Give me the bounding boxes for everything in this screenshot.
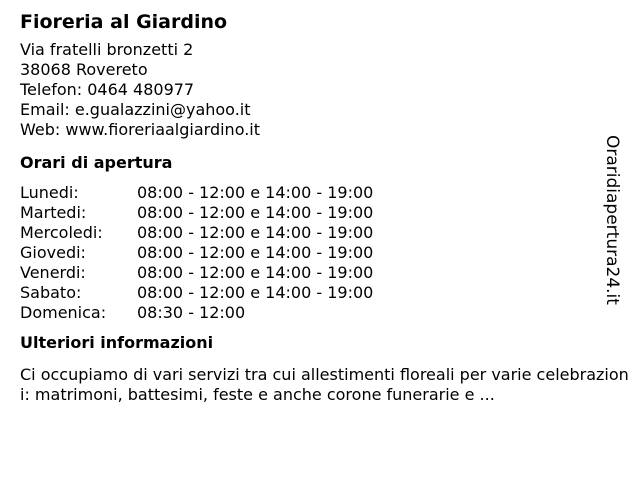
hours-row-wednesday: [20, 223, 620, 243]
hours-value: 08:00 - 12:00 e 14:00 - 19:00: [137, 263, 374, 282]
hours-value: 08:00 - 12:00 e 14:00 - 19:00: [137, 283, 374, 302]
hours-value: 08:00 - 12:00 e 14:00 - 19:00: [137, 243, 374, 262]
site-watermark: Oraridiapertura24.it: [602, 135, 622, 305]
business-name: Fioreria al Giardino: [20, 11, 228, 33]
hours-row-friday: [20, 263, 620, 283]
day-label: Lunedi:: [20, 183, 79, 202]
email-text: Email: e.gualazzini@yahoo.it: [20, 100, 251, 119]
business-card: [20, 8, 629, 405]
hours-value: 08:00 - 12:00 e 14:00 - 19:00: [137, 203, 374, 222]
day-label: Mercoledi:: [20, 223, 103, 242]
web-text: Web: www.fioreriaalgiardino.it: [20, 120, 261, 139]
hours-row-monday: [20, 183, 620, 203]
phone-text: Telefon: 0464 480977: [20, 80, 195, 99]
address-city: 38068 Rovereto: [20, 60, 148, 79]
hours-row-thursday: [20, 243, 620, 263]
hours-row-tuesday: [20, 203, 620, 223]
opening-hours-table: [20, 183, 620, 323]
more-info-text: Ci occupiamo di vari servizi tra cui allestimenti floreali per varie celebrazioni: matrimoni, battesimi, feste e anche corone funerarie e ...: [20, 365, 629, 404]
day-label: Giovedi:: [20, 243, 86, 262]
more-info-heading: Ulteriori informazioni: [20, 333, 214, 352]
hours-value: 08:00 - 12:00 e 14:00 - 19:00: [137, 183, 374, 202]
day-label: Martedi:: [20, 203, 87, 222]
day-label: Domenica:: [20, 303, 107, 322]
hours-row-sunday: [20, 303, 620, 323]
day-label: Sabato:: [20, 283, 82, 302]
address-street: Via fratelli bronzetti 2: [20, 40, 194, 59]
hours-value: 08:00 - 12:00 e 14:00 - 19:00: [137, 223, 374, 242]
contact-block: [20, 40, 620, 140]
hours-value: 08:30 - 12:00: [137, 303, 246, 322]
opening-hours-heading: Orari di apertura: [20, 153, 173, 172]
day-label: Venerdi:: [20, 263, 86, 282]
hours-row-saturday: [20, 283, 620, 303]
